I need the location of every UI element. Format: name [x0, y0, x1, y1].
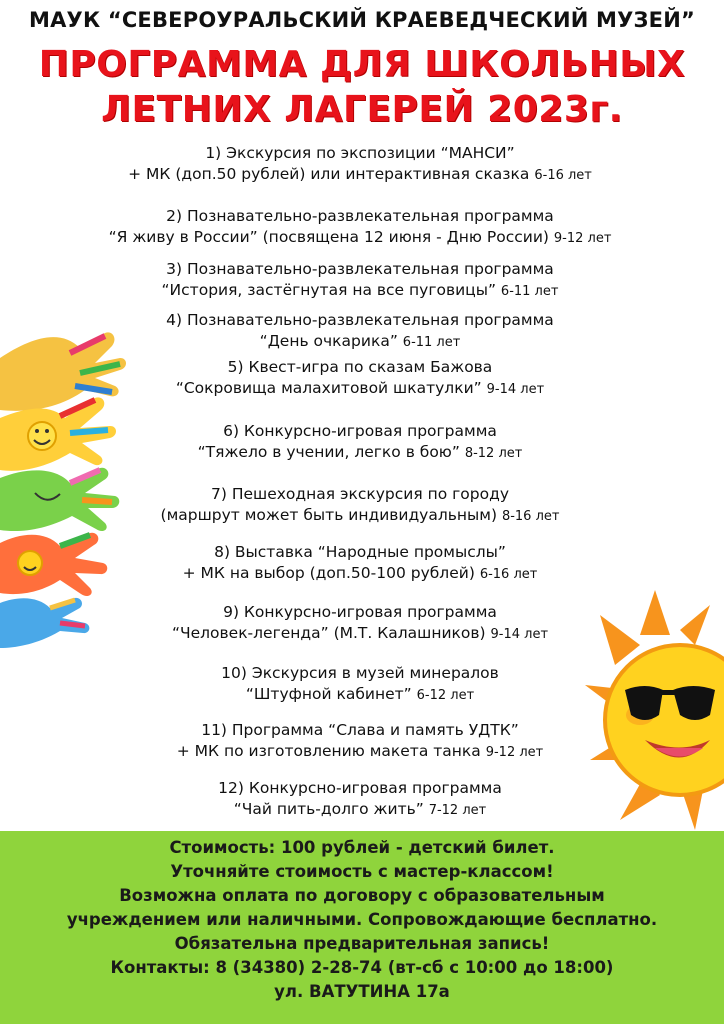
footer-payment-2: учреждением или наличными. Сопровождающие бесплатно. — [66, 910, 658, 929]
program-title: 8) Выставка “Народные промыслы” — [214, 543, 506, 561]
program-item — [60, 484, 660, 527]
program-subtitle — [60, 623, 660, 645]
program-description: (маршрут может быть индивидуальным) — [160, 506, 498, 524]
program-title: 7) Пешеходная экскурсия по городу — [211, 485, 509, 503]
program-item — [60, 778, 660, 821]
footer-price: Стоимость: 100 рублей - детский билет. — [169, 838, 555, 857]
program-description: “Человек-легенда” (М.Т. Калашников) — [171, 624, 486, 642]
program-description: “История, застёгнутая на все пуговицы” — [161, 281, 496, 299]
program-item — [60, 720, 660, 763]
program-description: “Я живу в России” (посвящена 12 июня - Дню России) — [108, 228, 549, 246]
program-title: 12) Конкурсно-игровая программа — [218, 779, 502, 797]
footer-payment-1: Возможна оплата по договору с образовательным — [119, 886, 605, 905]
program-age-range: 6-11 лет — [402, 335, 461, 350]
program-description: “Тяжело в учении, легко в бою” — [197, 443, 460, 461]
program-title: 4) Познавательно-развлекательная программа — [166, 311, 554, 329]
program-subtitle — [60, 331, 660, 353]
program-title: 3) Познавательно-развлекательная программа — [166, 260, 554, 278]
program-age-range: 6-16 лет — [534, 168, 592, 183]
program-age-range: 7-12 лет — [428, 803, 487, 818]
program-item — [60, 602, 660, 645]
program-age-range: 9-14 лет — [486, 382, 545, 397]
program-title: 6) Конкурсно-игровая программа — [223, 422, 497, 440]
program-title: 1) Экскурсия по экспозиции “МАНСИ” — [205, 144, 515, 162]
museum-name: МАУК “СЕВЕРОУРАЛЬСКИЙ КРАЕВЕДЧЕСКИЙ МУЗЕЙ” — [29, 8, 695, 32]
program-description: “День очкарика” — [259, 332, 398, 350]
page-title-line-2: ЛЕТНИХ ЛАГЕРЕЙ 2023г. — [101, 89, 623, 130]
program-subtitle — [60, 799, 660, 821]
footer-address: ул. ВАТУТИНА 17а — [274, 982, 450, 1001]
program-age-range: 9-12 лет — [485, 745, 544, 760]
program-age-range: 6-11 лет — [500, 284, 559, 299]
program-age-range: 8-12 лет — [464, 446, 523, 461]
program-title: 11) Программа “Слава и память УДТК” — [201, 721, 519, 739]
program-item — [60, 542, 660, 585]
program-subtitle — [60, 505, 660, 527]
footer-contacts: Контакты: 8 (34380) 2-28-74 (вт-сб с 10:00 до 18:00) — [110, 958, 614, 977]
program-item — [60, 357, 660, 400]
program-description: + МК по изготовлению макета танка — [176, 742, 481, 760]
program-item — [60, 259, 660, 302]
program-description: + МК (доп.50 рублей) или интерактивная сказка — [128, 165, 530, 183]
program-subtitle — [60, 280, 660, 302]
program-title: 2) Познавательно-развлекательная программа — [166, 207, 554, 225]
program-title: 9) Конкурсно-игровая программа — [223, 603, 497, 621]
program-description: “Сокровища малахитовой шкатулки” — [175, 379, 482, 397]
program-description: “Чай пить-долго жить” — [233, 800, 424, 818]
footer-info-panel — [0, 831, 724, 1024]
program-subtitle — [60, 741, 660, 763]
program-subtitle — [60, 378, 660, 400]
program-age-range: 8-16 лет — [501, 509, 560, 524]
program-title: 10) Экскурсия в музей минералов — [221, 664, 499, 682]
page-title-line-1: ПРОГРАММА ДЛЯ ШКОЛЬНЫХ — [38, 44, 686, 85]
program-item — [60, 421, 660, 464]
program-age-range: 9-12 лет — [553, 231, 612, 246]
program-description: + МК на выбор (доп.50-100 рублей) — [182, 564, 475, 582]
program-title: 5) Квест-игра по сказам Бажова — [227, 358, 493, 376]
program-subtitle — [60, 684, 660, 706]
program-item — [60, 663, 660, 706]
program-age-range: 6-16 лет — [479, 567, 538, 582]
program-subtitle — [60, 227, 660, 249]
program-subtitle — [60, 442, 660, 464]
program-description: “Штуфной кабинет” — [245, 685, 412, 703]
program-age-range: 6-12 лет — [416, 688, 475, 703]
program-item — [60, 206, 660, 249]
program-subtitle — [60, 164, 660, 186]
program-subtitle — [60, 563, 660, 585]
program-item — [60, 143, 660, 186]
footer-registration: Обязательна предварительная запись! — [174, 934, 550, 953]
program-age-range: 9-14 лет — [490, 627, 549, 642]
program-item — [60, 310, 660, 353]
footer-mk-note: Уточняйте стоимость с мастер-классом! — [170, 862, 554, 881]
